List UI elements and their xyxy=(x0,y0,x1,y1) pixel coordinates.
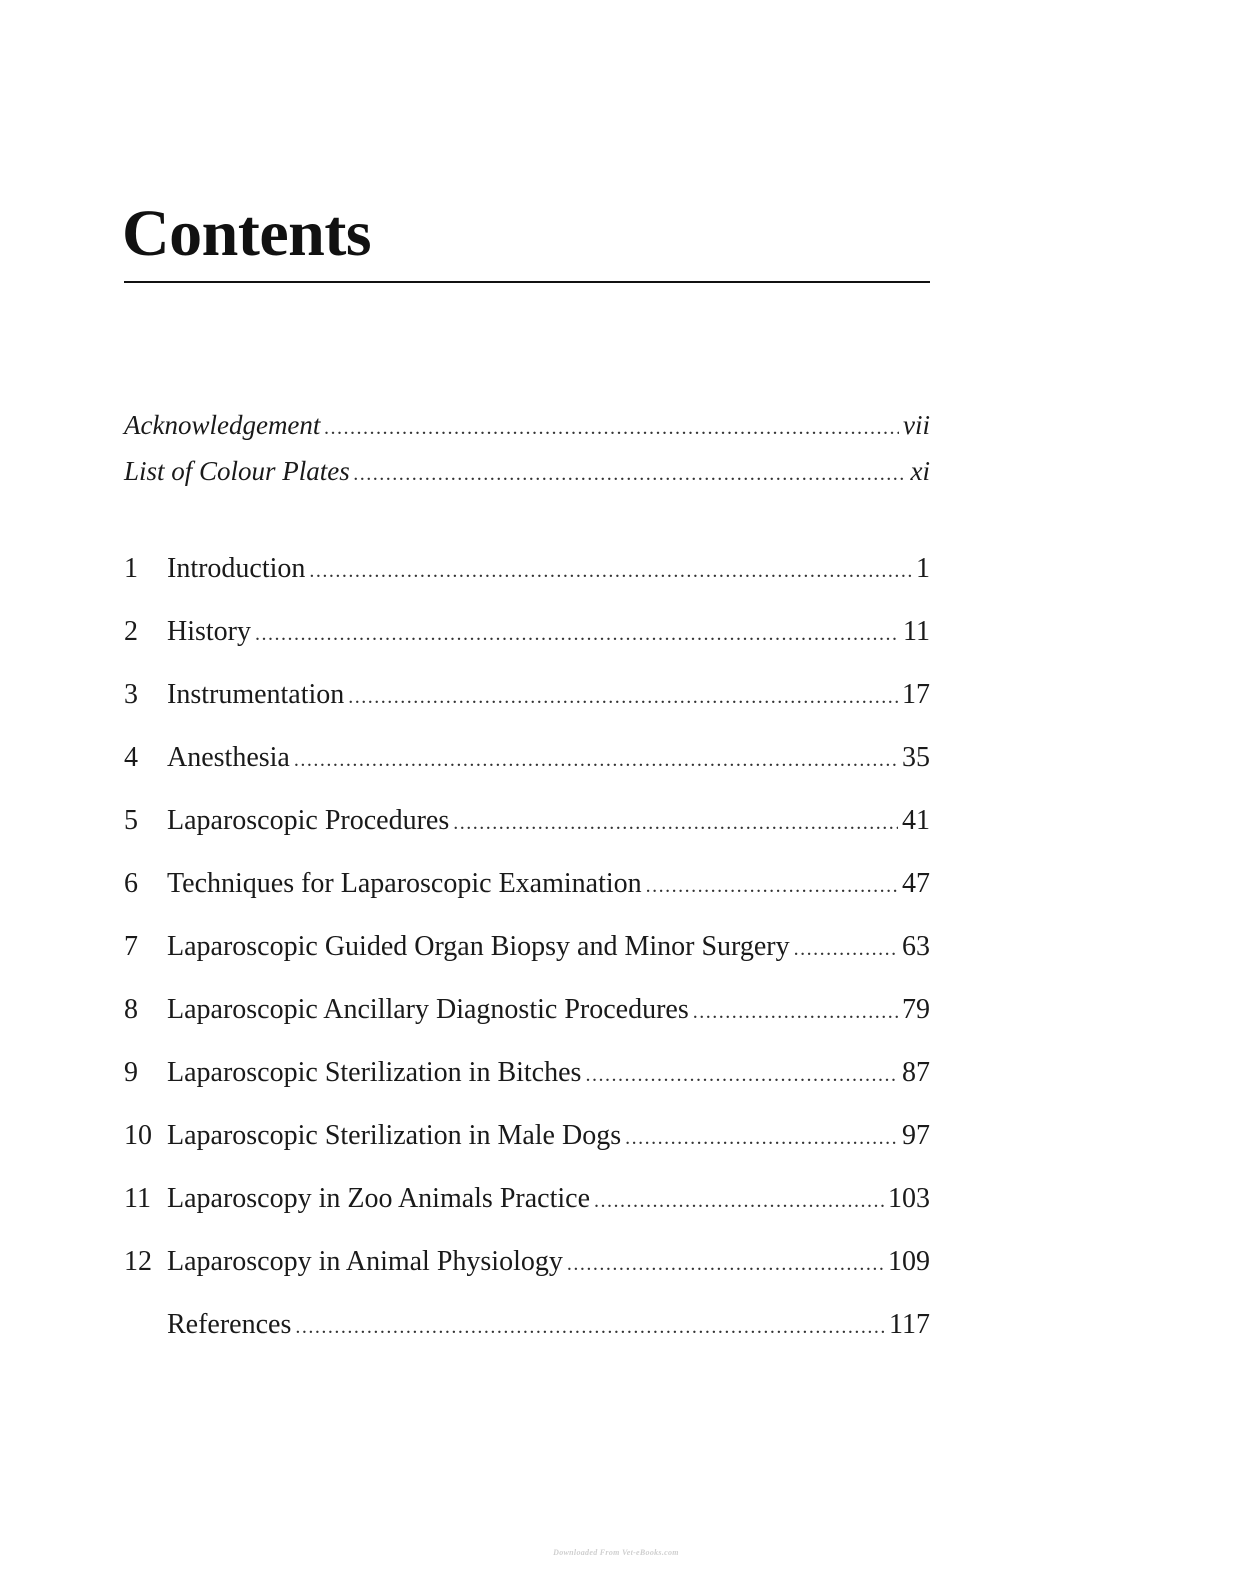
toc-entry-chapter-2[interactable] xyxy=(124,614,930,650)
toc-entry-chapter-12[interactable] xyxy=(124,1244,930,1280)
toc-entry-page: 117 xyxy=(889,1309,930,1340)
dot-leader xyxy=(348,679,898,715)
toc-entry-number: 1 xyxy=(124,553,138,584)
page-title: Contents xyxy=(122,197,372,270)
toc-entry-label: Laparoscopy in Zoo Animals Practice xyxy=(167,1183,590,1214)
toc-entry-number: 5 xyxy=(124,805,138,836)
toc-entry-number: 9 xyxy=(124,1057,138,1088)
toc-entry-references[interactable] xyxy=(124,1307,930,1343)
dot-leader xyxy=(567,1246,884,1282)
toc-entry-number: 10 xyxy=(124,1120,152,1151)
toc-entry-label: Laparoscopic Sterilization in Bitches xyxy=(167,1057,582,1088)
dot-leader xyxy=(693,994,898,1030)
toc-entry-number: 6 xyxy=(124,868,138,899)
toc-entry-page: 35 xyxy=(902,742,930,773)
toc-entry-label: Introduction xyxy=(167,553,306,584)
toc-entry-page: 1 xyxy=(916,553,930,584)
dot-leader xyxy=(294,742,898,778)
dot-leader xyxy=(794,931,898,967)
dot-leader xyxy=(646,868,898,904)
toc-entry-label: Laparoscopy in Animal Physiology xyxy=(167,1246,563,1277)
toc-entry-page: 97 xyxy=(902,1120,930,1151)
title-rule xyxy=(124,281,930,283)
toc-entry-page: 47 xyxy=(902,868,930,899)
toc-entry-page: 11 xyxy=(903,616,930,647)
toc-entry-acknowledgement[interactable] xyxy=(124,407,930,443)
dot-leader xyxy=(354,456,907,492)
toc-entry-label: Laparoscopic Sterilization in Male Dogs xyxy=(167,1120,622,1151)
toc-entry-page: 103 xyxy=(888,1183,930,1214)
toc-entry-page: 41 xyxy=(902,805,930,836)
toc-entry-number: 8 xyxy=(124,994,138,1025)
toc-entry-chapter-5[interactable] xyxy=(124,803,930,839)
toc-entry-number: 11 xyxy=(124,1183,151,1214)
toc-entry-label: Acknowledgement xyxy=(124,410,321,440)
toc-entry-chapter-8[interactable] xyxy=(124,992,930,1028)
toc-entry-label: Instrumentation xyxy=(167,679,345,710)
toc-entry-label: References xyxy=(167,1309,292,1340)
dot-leader xyxy=(453,805,898,841)
toc-entry-page: 63 xyxy=(902,931,930,962)
toc-entry-list-of-colour-plates[interactable] xyxy=(124,453,930,489)
dot-leader xyxy=(594,1183,884,1219)
toc-entry-number: 2 xyxy=(124,616,138,647)
dot-leader xyxy=(625,1120,898,1156)
toc-entry-label: Laparoscopic Procedures xyxy=(167,805,450,836)
toc-entry-number: 4 xyxy=(124,742,138,773)
toc-entry-label: Techniques for Laparoscopic Examination xyxy=(167,868,642,899)
toc-entry-chapter-1[interactable] xyxy=(124,551,930,587)
toc-entry-label: Laparoscopic Guided Organ Biopsy and Minor Surgery xyxy=(167,931,790,962)
toc-entry-page: 79 xyxy=(902,994,930,1025)
toc-entry-page: 17 xyxy=(902,679,930,710)
dot-leader xyxy=(309,553,912,589)
toc-entry-chapter-10[interactable] xyxy=(124,1118,930,1154)
toc-entry-number: 7 xyxy=(124,931,138,962)
toc-entry-chapter-3[interactable] xyxy=(124,677,930,713)
toc-entry-chapter-9[interactable] xyxy=(124,1055,930,1091)
toc-entry-page: 87 xyxy=(902,1057,930,1088)
toc-entry-chapter-4[interactable] xyxy=(124,740,930,776)
toc-entry-chapter-11[interactable] xyxy=(124,1181,930,1217)
toc-entry-number: 12 xyxy=(124,1246,152,1277)
toc-entry-number: 3 xyxy=(124,679,138,710)
footer-watermark: Downloaded From Vet-eBooks.com xyxy=(553,1548,679,1557)
toc-entry-chapter-7[interactable] xyxy=(124,929,930,965)
toc-entry-label: List of Colour Plates xyxy=(124,456,350,486)
dot-leader xyxy=(585,1057,898,1093)
dot-leader xyxy=(255,616,899,652)
dot-leader xyxy=(324,410,899,446)
toc-entry-page: vii xyxy=(903,410,930,440)
toc-entry-chapter-6[interactable] xyxy=(124,866,930,902)
toc-entry-page: xi xyxy=(910,456,930,486)
toc-entry-label: History xyxy=(167,616,251,647)
dot-leader xyxy=(295,1309,885,1345)
toc-entry-page: 109 xyxy=(888,1246,930,1277)
toc-entry-label: Laparoscopic Ancillary Diagnostic Procedures xyxy=(167,994,689,1025)
toc-entry-label: Anesthesia xyxy=(167,742,290,773)
